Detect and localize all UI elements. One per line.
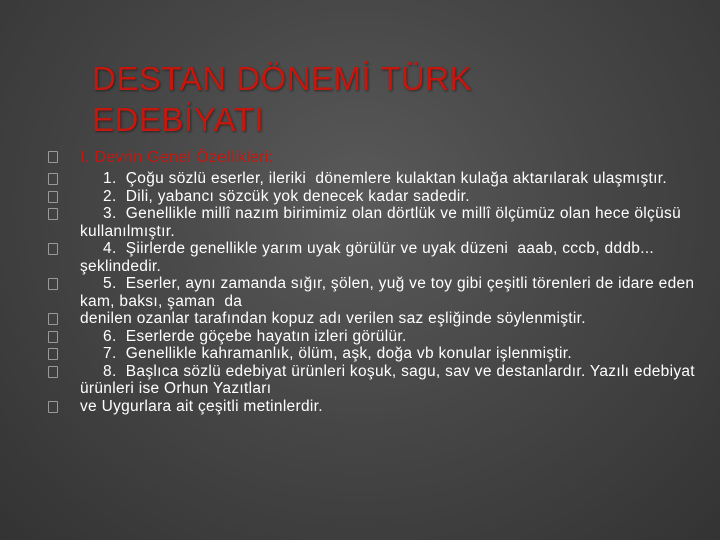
list-item xyxy=(48,345,698,363)
list-item-text: 2. Dili, yabancı sözcük yok denecek kadar sadedir. xyxy=(80,187,470,205)
bullet-box-icon xyxy=(48,401,58,413)
bullet-box-icon xyxy=(48,348,58,360)
bullet-box-icon xyxy=(48,331,58,343)
list-item-text: 3. Genellikle millî nazım birimimiz olan dörtlük ve millî ölçümüz olan hece ölçüsü kullanılmıştır. xyxy=(80,205,686,240)
slide-title-line-1: DESTAN DÖNEMİ TÜRK xyxy=(92,60,472,97)
list-item-text: ve Uygurlara ait çeşitli metinlerdir. xyxy=(80,397,323,415)
list-item-text: 4. Şiirlerde genellikle yarım uyak görülür ve uyak düzeni aaab, cccb, dddb... şeklindedir. xyxy=(80,240,659,275)
list-item xyxy=(48,310,698,328)
bullet-box-icon xyxy=(48,278,58,290)
list-item-text: 1. Çoğu sözlü eserler, ileriki dönemlere kulaktan kulağa aktarılarak ulaşmıştır. xyxy=(80,170,667,187)
slide-title xyxy=(92,58,652,140)
list-item xyxy=(48,398,698,416)
bullet-box-icon xyxy=(48,191,58,203)
list-item-text: 7. Genellikle kahramanlık, ölüm, aşk, doğa vb konular işlenmiştir. xyxy=(80,345,572,362)
list-item xyxy=(48,170,698,188)
list-item-text: 5. Eserler, aynı zamanda sığır, şölen, yuğ ve toy gibi çeşitli törenleri de idare eden kam, baksı, şaman da xyxy=(80,275,699,310)
slide-content xyxy=(48,148,698,415)
bullet-box-icon xyxy=(48,151,58,163)
list-item xyxy=(48,240,698,275)
bullet-box-icon xyxy=(48,366,58,378)
section-heading-row xyxy=(48,148,698,168)
bullet-box-icon xyxy=(48,208,58,220)
bullet-box-icon xyxy=(48,173,58,185)
list-item-text: denilen ozanlar tarafından kopuz adı verilen saz eşliğinde söylenmiştir. xyxy=(80,310,586,327)
bullet-box-icon xyxy=(48,243,58,255)
list-item xyxy=(48,328,698,346)
slide-title-line-2: EDEBİYATI xyxy=(92,101,264,138)
list-item xyxy=(48,275,698,310)
list-item-text: 8. Başlıca sözlü edebiyat ürünleri koşuk, sagu, sav ve destanlardır. Yazılı edebiyat ürünleri ise Orhun Yazıtları xyxy=(80,362,700,397)
list-item xyxy=(48,205,698,240)
list-item xyxy=(48,188,698,206)
section-heading: I. Devrin Genel Özellikleri: xyxy=(80,149,274,166)
list-item xyxy=(48,363,698,398)
bullet-box-icon xyxy=(48,313,58,325)
list-item-text: 6. Eserlerde göçebe hayatın izleri görülür. xyxy=(80,327,407,345)
